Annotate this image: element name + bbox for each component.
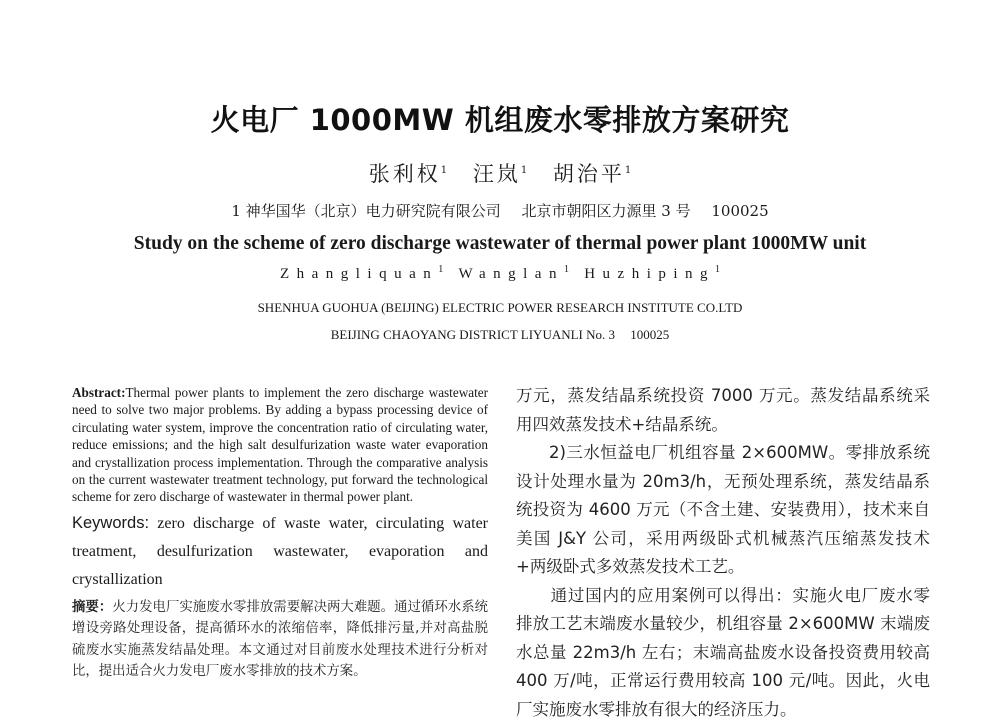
author-en: Wanglan$^1$ xyxy=(459,266,569,282)
abstract-zh xyxy=(72,597,488,683)
left-column xyxy=(72,384,488,683)
affiliation-en-org: SHENHUA GUOHUA (BEIJING) ELECTRIC POWER RESEARCH INSTITUTE CO.LTD xyxy=(0,300,1000,316)
right-column xyxy=(516,382,930,724)
affiliation-address-en: BEIJING CHAOYANG DISTRICT LIYUANLI No. 3 xyxy=(331,327,615,342)
author-zh: 胡治平$^1$ xyxy=(553,162,631,186)
abstract-en xyxy=(72,384,488,506)
paper-title-zh: 火电厂 1000MW 机组废水零排放方案研究 xyxy=(0,98,1000,139)
abstract-label: Abstract: xyxy=(72,385,125,400)
affiliation-org-zh: 1 神华国华（北京）电力研究院有限公司 xyxy=(231,202,500,220)
keywords-label: Keywords: xyxy=(72,514,149,532)
affiliation-address-zh: 北京市朝阳区力源里 3 号 xyxy=(521,202,690,220)
author-zh: 汪岚$^1$ xyxy=(473,162,527,186)
body-paragraph: 通过国内的应用案例可以得出：实施火电厂废水零排放工艺末端废水量较少，机组容量 2×600MW 末端废水总量 22m3/h 左右；末端高盐废水设备投资费用较高 400 万/吨，正常运行费用较高 100 元/吨。因此，火电厂实施废水零排放有很大的经济压力。 xyxy=(516,582,930,724)
body-paragraph: 2)三水恒益电厂机组容量 2×600MW。零排放系统设计处理水量为 20m3/h，无预处理系统，蒸发结晶系统投资为 4600 万元（不含土建、安装费用），技术来自美国 J&Y 公司，采用两级卧式机械蒸汽压缩蒸发技术+两级卧式多效蒸发技术工艺。 xyxy=(516,439,930,582)
affiliation-postcode-en: 100025 xyxy=(630,327,669,342)
paper-title-en: Study on the scheme of zero discharge wastewater of thermal power plant 1000MW unit xyxy=(0,233,1000,255)
affiliation-en-address xyxy=(0,327,1000,343)
abstract-zh-label: 摘要： xyxy=(72,600,112,615)
affiliation-zh xyxy=(0,200,1000,221)
author-en: Huzhiping$^1$ xyxy=(584,266,720,282)
author-list-zh xyxy=(0,158,1000,188)
author-zh: 张利权$^1$ xyxy=(369,162,447,186)
author-list-en xyxy=(0,264,1000,283)
keywords-en xyxy=(72,509,488,594)
body-paragraph: 万元，蒸发结晶系统投资 7000 万元。蒸发结晶系统采用四效蒸发技术+结晶系统。 xyxy=(516,382,930,439)
affiliation-postcode-zh: 100025 xyxy=(711,202,768,220)
author-en: Zhangliquan$^1$ xyxy=(280,266,443,282)
keywords-text: zero discharge of waste water, circulating water treatment, desulfurization wastewater, evaporation and crystallization xyxy=(72,515,488,588)
abstract-zh-text: 火力发电厂实施废水零排放需要解决两大难题。通过循环水系统增设旁路处理设备，提高循环水的浓缩倍率，降低排污量,并对高盐脱硫废水实施蒸发结晶处理。本文通过对目前废水处理技术进行分析对比，提出适合火力发电厂废水零排放的技术方案。 xyxy=(72,600,488,680)
abstract-text: Thermal power plants to implement the zero discharge wastewater need to solve two major problems. By adding a bypass processing device of circulating water system, improve the concentration ratio of circulating water, reduce emissions; and the high salt desulfurization waste water evaporation and crystallization process implementation. Through the comparative analysis on the current wastewater treatment technology, put forward the technological scheme for zero discharge of wastewater in thermal power plant. xyxy=(72,385,488,504)
